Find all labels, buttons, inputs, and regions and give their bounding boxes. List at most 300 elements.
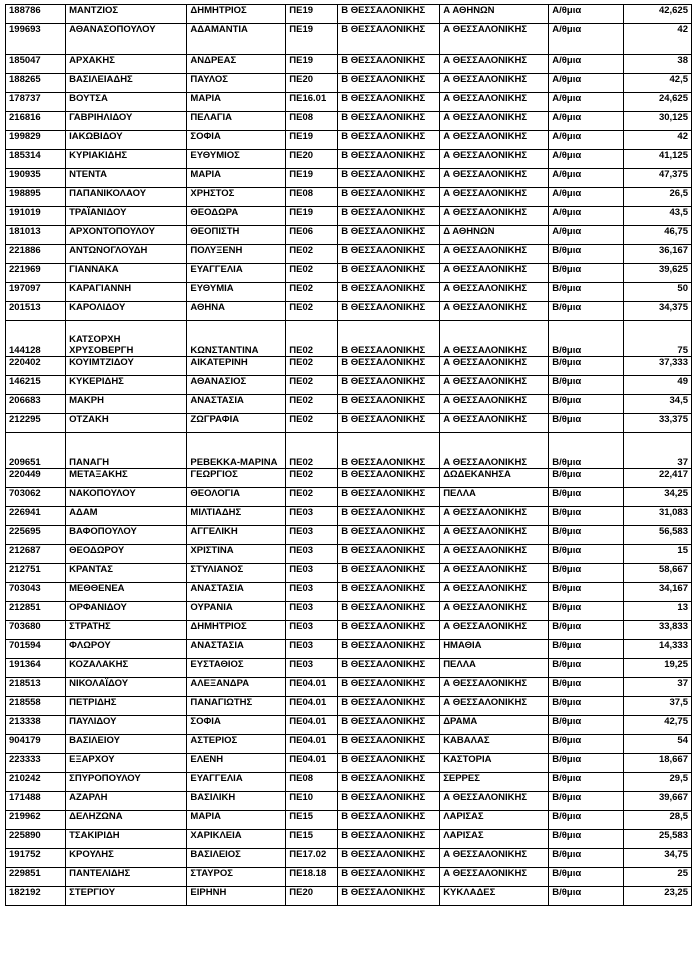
first-name-cell: ΣΤΥΛΙΑΝΟΣ bbox=[187, 564, 286, 583]
level-cell: Α/θμια bbox=[549, 24, 623, 55]
origin-district-cell: Β ΘΕΣΣΑΛΟΝΙΚΗΣ bbox=[338, 207, 440, 226]
surname-cell: ΒΟΥΤΣΑ bbox=[66, 93, 187, 112]
first-name-cell: ΕΥΘΥΜΙΑ bbox=[187, 283, 286, 302]
first-name-cell: ΜΑΡΙΑ bbox=[187, 811, 286, 830]
destination-district-cell: Α ΘΕΣΣΑΛΟΝΙΚΗΣ bbox=[440, 93, 549, 112]
first-name-cell: ΑΣΤΕΡΙΟΣ bbox=[187, 735, 286, 754]
specialty-cell: ΠΕ02 bbox=[286, 376, 338, 395]
origin-district-cell: Β ΘΕΣΣΑΛΟΝΙΚΗΣ bbox=[338, 735, 440, 754]
origin-district-cell: Β ΘΕΣΣΑΛΟΝΙΚΗΣ bbox=[338, 112, 440, 131]
destination-district-cell: Α ΘΕΣΣΑΛΟΝΙΚΗΣ bbox=[440, 583, 549, 602]
origin-district-cell: Β ΘΕΣΣΑΛΟΝΙΚΗΣ bbox=[338, 24, 440, 55]
first-name-cell: ΔΗΜΗΤΡΙΟΣ bbox=[187, 5, 286, 24]
level-cell: Β/θμια bbox=[549, 488, 623, 507]
registry-id-cell: 212687 bbox=[6, 545, 66, 564]
level-cell: Β/θμια bbox=[549, 659, 623, 678]
registry-id-cell: 212751 bbox=[6, 564, 66, 583]
origin-district-cell: Β ΘΕΣΣΑΛΟΝΙΚΗΣ bbox=[338, 5, 440, 24]
surname-cell: ΑΡΧΟΝΤΟΠΟΥΛΟΥ bbox=[66, 226, 187, 245]
specialty-cell: ΠΕ02 bbox=[286, 488, 338, 507]
specialty-cell: ΠΕ16.01 bbox=[286, 93, 338, 112]
table-row bbox=[6, 735, 692, 754]
surname-cell: ΠΑΠΑΝΙΚΟΛΑΟΥ bbox=[66, 188, 187, 207]
level-cell: Β/θμια bbox=[549, 414, 623, 433]
score-cell: 22,417 bbox=[623, 469, 691, 488]
first-name-cell: ΧΑΡΙΚΛΕΙΑ bbox=[187, 830, 286, 849]
surname-cell: ΜΕΘΘΕΝΕΑ bbox=[66, 583, 187, 602]
registry-id-cell: 191752 bbox=[6, 849, 66, 868]
score-cell: 38 bbox=[623, 55, 691, 74]
level-cell: Α/θμια bbox=[549, 150, 623, 169]
destination-district-cell: Α ΘΕΣΣΑΛΟΝΙΚΗΣ bbox=[440, 112, 549, 131]
first-name-cell: ΑΙΚΑΤΕΡΙΝΗ bbox=[187, 357, 286, 376]
registry-id-cell: 904179 bbox=[6, 735, 66, 754]
specialty-cell: ΠΕ17.02 bbox=[286, 849, 338, 868]
first-name-cell: ΒΑΣΙΛΙΚΗ bbox=[187, 792, 286, 811]
destination-district-cell: ΣΕΡΡΕΣ bbox=[440, 773, 549, 792]
surname-cell: ΣΤΡΑΤΗΣ bbox=[66, 621, 187, 640]
table-row bbox=[6, 321, 692, 357]
origin-district-cell: Β ΘΕΣΣΑΛΟΝΙΚΗΣ bbox=[338, 659, 440, 678]
registry-id-cell: 190935 bbox=[6, 169, 66, 188]
registry-id-cell: 225695 bbox=[6, 526, 66, 545]
surname-cell: ΑΔΑΜ bbox=[66, 507, 187, 526]
surname-cell: ΚΥΚΕΡΙΔΗΣ bbox=[66, 376, 187, 395]
registry-id-cell: 221969 bbox=[6, 264, 66, 283]
surname-cell: ΟΡΦΑΝΙΔΟΥ bbox=[66, 602, 187, 621]
table-row bbox=[6, 169, 692, 188]
score-cell: 37,5 bbox=[623, 697, 691, 716]
specialty-cell: ΠΕ02 bbox=[286, 264, 338, 283]
first-name-cell: ΣΤΑΥΡΟΣ bbox=[187, 868, 286, 887]
first-name-cell: ΑΝΑΣΤΑΣΙΑ bbox=[187, 583, 286, 602]
first-name-cell: ΑΝΑΣΤΑΣΙΑ bbox=[187, 395, 286, 414]
registry-id-cell: 210242 bbox=[6, 773, 66, 792]
origin-district-cell: Β ΘΕΣΣΑΛΟΝΙΚΗΣ bbox=[338, 226, 440, 245]
origin-district-cell: Β ΘΕΣΣΑΛΟΝΙΚΗΣ bbox=[338, 849, 440, 868]
table-row bbox=[6, 659, 692, 678]
table-row bbox=[6, 357, 692, 376]
registry-id-cell: 206683 bbox=[6, 395, 66, 414]
level-cell: Β/θμια bbox=[549, 469, 623, 488]
specialty-cell: ΠΕ02 bbox=[286, 395, 338, 414]
surname-cell: ΓΑΒΡΙΗΛΙΔΟΥ bbox=[66, 112, 187, 131]
score-cell: 34,375 bbox=[623, 302, 691, 321]
origin-district-cell: Β ΘΕΣΣΑΛΟΝΙΚΗΣ bbox=[338, 74, 440, 93]
destination-district-cell: Α ΘΕΣΣΑΛΟΝΙΚΗΣ bbox=[440, 621, 549, 640]
score-cell: 33,375 bbox=[623, 414, 691, 433]
level-cell: Β/θμια bbox=[549, 283, 623, 302]
registry-id-cell: 199693 bbox=[6, 24, 66, 55]
score-cell: 39,625 bbox=[623, 264, 691, 283]
first-name-cell: ΘΕΟΠΙΣΤΗ bbox=[187, 226, 286, 245]
registry-id-cell: 229851 bbox=[6, 868, 66, 887]
destination-district-cell: Α ΘΕΣΣΑΛΟΝΙΚΗΣ bbox=[440, 302, 549, 321]
level-cell: Β/θμια bbox=[549, 264, 623, 283]
first-name-cell: ΑΛΕΞΑΝΔΡΑ bbox=[187, 678, 286, 697]
first-name-cell: ΖΩΓΡΑΦΙΑ bbox=[187, 414, 286, 433]
transfer-list-table bbox=[5, 4, 692, 906]
level-cell: Α/θμια bbox=[549, 93, 623, 112]
specialty-cell: ΠΕ18.18 bbox=[286, 868, 338, 887]
first-name-cell: ΧΡΙΣΤΙΝΑ bbox=[187, 545, 286, 564]
score-cell: 33,833 bbox=[623, 621, 691, 640]
registry-id-cell: 182192 bbox=[6, 887, 66, 906]
registry-id-cell: 221886 bbox=[6, 245, 66, 264]
table-row bbox=[6, 302, 692, 321]
table-row bbox=[6, 830, 692, 849]
level-cell: Β/θμια bbox=[549, 583, 623, 602]
specialty-cell: ΠΕ04.01 bbox=[286, 735, 338, 754]
first-name-cell: ΑΘΗΝΑ bbox=[187, 302, 286, 321]
level-cell: Β/θμια bbox=[549, 868, 623, 887]
level-cell: Α/θμια bbox=[549, 112, 623, 131]
origin-district-cell: Β ΘΕΣΣΑΛΟΝΙΚΗΣ bbox=[338, 169, 440, 188]
surname-cell: ΑΝΤΩΝΟΓΛΟΥΔΗ bbox=[66, 245, 187, 264]
first-name-cell: ΜΑΡΙΑ bbox=[187, 169, 286, 188]
level-cell: Β/θμια bbox=[549, 376, 623, 395]
destination-district-cell: Α ΘΕΣΣΑΛΟΝΙΚΗΣ bbox=[440, 264, 549, 283]
specialty-cell: ΠΕ03 bbox=[286, 621, 338, 640]
specialty-cell: ΠΕ04.01 bbox=[286, 754, 338, 773]
origin-district-cell: Β ΘΕΣΣΑΛΟΝΙΚΗΣ bbox=[338, 321, 440, 357]
table-row bbox=[6, 602, 692, 621]
level-cell: Α/θμια bbox=[549, 131, 623, 150]
destination-district-cell: Α ΘΕΣΣΑΛΟΝΙΚΗΣ bbox=[440, 849, 549, 868]
first-name-cell: ΓΕΩΡΓΙΟΣ bbox=[187, 469, 286, 488]
surname-cell: ΝΤΕΝΤΑ bbox=[66, 169, 187, 188]
score-cell: 36,167 bbox=[623, 245, 691, 264]
table-row bbox=[6, 507, 692, 526]
destination-district-cell: Α ΘΕΣΣΑΛΟΝΙΚΗΣ bbox=[440, 507, 549, 526]
origin-district-cell: Β ΘΕΣΣΑΛΟΝΙΚΗΣ bbox=[338, 697, 440, 716]
score-cell: 41,125 bbox=[623, 150, 691, 169]
surname-cell: ΚΑΡΟΛΙΔΟΥ bbox=[66, 302, 187, 321]
first-name-cell: ΘΕΟΛΟΓΙΑ bbox=[187, 488, 286, 507]
origin-district-cell: Β ΘΕΣΣΑΛΟΝΙΚΗΣ bbox=[338, 583, 440, 602]
surname-cell: ΟΤΖΑΚΗ bbox=[66, 414, 187, 433]
origin-district-cell: Β ΘΕΣΣΑΛΟΝΙΚΗΣ bbox=[338, 188, 440, 207]
origin-district-cell: Β ΘΕΣΣΑΛΟΝΙΚΗΣ bbox=[338, 150, 440, 169]
table-row bbox=[6, 376, 692, 395]
first-name-cell: ΕΛΕΝΗ bbox=[187, 754, 286, 773]
surname-cell: ΤΣΑΚΙΡΙΔΗ bbox=[66, 830, 187, 849]
table-row bbox=[6, 811, 692, 830]
specialty-cell: ΠΕ15 bbox=[286, 830, 338, 849]
table-row bbox=[6, 93, 692, 112]
destination-district-cell: Α ΘΕΣΣΑΛΟΝΙΚΗΣ bbox=[440, 74, 549, 93]
first-name-cell: ΚΩΝΣΤΑΝΤΙΝΑ bbox=[187, 321, 286, 357]
origin-district-cell: Β ΘΕΣΣΑΛΟΝΙΚΗΣ bbox=[338, 602, 440, 621]
destination-district-cell: Α ΘΕΣΣΑΛΟΝΙΚΗΣ bbox=[440, 188, 549, 207]
surname-cell: ΒΑΦΟΠΟΥΛΟΥ bbox=[66, 526, 187, 545]
table-row bbox=[6, 55, 692, 74]
first-name-cell: ΜΑΡΙΑ bbox=[187, 93, 286, 112]
registry-id-cell: 191019 bbox=[6, 207, 66, 226]
first-name-cell: ΕΙΡΗΝΗ bbox=[187, 887, 286, 906]
level-cell: Β/θμια bbox=[549, 735, 623, 754]
specialty-cell: ΠΕ03 bbox=[286, 640, 338, 659]
registry-id-cell: 198895 bbox=[6, 188, 66, 207]
origin-district-cell: Β ΘΕΣΣΑΛΟΝΙΚΗΣ bbox=[338, 488, 440, 507]
surname-cell: ΠΑΥΛΙΔΟΥ bbox=[66, 716, 187, 735]
score-cell: 75 bbox=[623, 321, 691, 357]
destination-district-cell: Α ΘΕΣΣΑΛΟΝΙΚΗΣ bbox=[440, 433, 549, 469]
surname-cell: ΕΞΑΡΧΟΥ bbox=[66, 754, 187, 773]
score-cell: 46,75 bbox=[623, 226, 691, 245]
surname-cell: ΚΑΡΑΓΙΑΝΝΗ bbox=[66, 283, 187, 302]
registry-id-cell: 218513 bbox=[6, 678, 66, 697]
destination-district-cell: Α ΘΕΣΣΑΛΟΝΙΚΗΣ bbox=[440, 545, 549, 564]
level-cell: Β/θμια bbox=[549, 602, 623, 621]
score-cell: 34,25 bbox=[623, 488, 691, 507]
table-row bbox=[6, 849, 692, 868]
first-name-cell: ΔΗΜΗΤΡΙΟΣ bbox=[187, 621, 286, 640]
score-cell: 42 bbox=[623, 131, 691, 150]
score-cell: 58,667 bbox=[623, 564, 691, 583]
score-cell: 49 bbox=[623, 376, 691, 395]
origin-district-cell: Β ΘΕΣΣΑΛΟΝΙΚΗΣ bbox=[338, 507, 440, 526]
specialty-cell: ΠΕ15 bbox=[286, 811, 338, 830]
specialty-cell: ΠΕ19 bbox=[286, 207, 338, 226]
surname-cell: ΑΘΑΝΑΣΟΠΟΥΛΟΥ bbox=[66, 24, 187, 55]
destination-district-cell: ΚΑΒΑΛΑΣ bbox=[440, 735, 549, 754]
table-row bbox=[6, 112, 692, 131]
destination-district-cell: Α ΘΕΣΣΑΛΟΝΙΚΗΣ bbox=[440, 55, 549, 74]
first-name-cell: ΧΡΗΣΤΟΣ bbox=[187, 188, 286, 207]
surname-cell: ΝΑΚΟΠΟΥΛΟΥ bbox=[66, 488, 187, 507]
table-row bbox=[6, 74, 692, 93]
origin-district-cell: Β ΘΕΣΣΑΛΟΝΙΚΗΣ bbox=[338, 302, 440, 321]
specialty-cell: ΠΕ03 bbox=[286, 583, 338, 602]
registry-id-cell: 185047 bbox=[6, 55, 66, 74]
destination-district-cell: Α ΘΕΣΣΑΛΟΝΙΚΗΣ bbox=[440, 24, 549, 55]
destination-district-cell: Α ΘΕΣΣΑΛΟΝΙΚΗΣ bbox=[440, 150, 549, 169]
destination-district-cell: Α ΘΕΣΣΑΛΟΝΙΚΗΣ bbox=[440, 792, 549, 811]
origin-district-cell: Β ΘΕΣΣΑΛΟΝΙΚΗΣ bbox=[338, 395, 440, 414]
level-cell: Β/θμια bbox=[549, 526, 623, 545]
specialty-cell: ΠΕ02 bbox=[286, 357, 338, 376]
destination-district-cell: Α ΘΕΣΣΑΛΟΝΙΚΗΣ bbox=[440, 678, 549, 697]
registry-id-cell: 191364 bbox=[6, 659, 66, 678]
registry-id-cell: 213338 bbox=[6, 716, 66, 735]
destination-district-cell: Α ΘΕΣΣΑΛΟΝΙΚΗΣ bbox=[440, 868, 549, 887]
destination-district-cell: ΚΥΚΛΑΔΕΣ bbox=[440, 887, 549, 906]
surname-cell: ΓΙΑΝΝΑΚΑ bbox=[66, 264, 187, 283]
level-cell: Α/θμια bbox=[549, 188, 623, 207]
destination-district-cell: Α ΘΕΣΣΑΛΟΝΙΚΗΣ bbox=[440, 207, 549, 226]
first-name-cell: ΕΥΑΓΓΕΛΙΑ bbox=[187, 773, 286, 792]
table-row bbox=[6, 5, 692, 24]
origin-district-cell: Β ΘΕΣΣΑΛΟΝΙΚΗΣ bbox=[338, 640, 440, 659]
destination-district-cell: Α ΘΕΣΣΑΛΟΝΙΚΗΣ bbox=[440, 245, 549, 264]
score-cell: 29,5 bbox=[623, 773, 691, 792]
origin-district-cell: Β ΘΕΣΣΑΛΟΝΙΚΗΣ bbox=[338, 93, 440, 112]
score-cell: 31,083 bbox=[623, 507, 691, 526]
destination-district-cell: ΛΑΡΙΣΑΣ bbox=[440, 811, 549, 830]
first-name-cell: ΠΑΝΑΓΙΩΤΗΣ bbox=[187, 697, 286, 716]
table-row bbox=[6, 621, 692, 640]
surname-cell: ΜΕΤΑΞΑΚΗΣ bbox=[66, 469, 187, 488]
surname-cell: ΠΑΝΑΓΗ bbox=[66, 433, 187, 469]
surname-cell: ΦΛΩΡΟΥ bbox=[66, 640, 187, 659]
level-cell: Β/θμια bbox=[549, 830, 623, 849]
destination-district-cell: Α ΘΕΣΣΑΛΟΝΙΚΗΣ bbox=[440, 169, 549, 188]
score-cell: 50 bbox=[623, 283, 691, 302]
level-cell: Β/θμια bbox=[549, 321, 623, 357]
level-cell: Α/θμια bbox=[549, 226, 623, 245]
score-cell: 42,625 bbox=[623, 5, 691, 24]
level-cell: Β/θμια bbox=[549, 357, 623, 376]
level-cell: Α/θμια bbox=[549, 5, 623, 24]
level-cell: Α/θμια bbox=[549, 169, 623, 188]
table-row bbox=[6, 526, 692, 545]
origin-district-cell: Β ΘΕΣΣΑΛΟΝΙΚΗΣ bbox=[338, 773, 440, 792]
table-row bbox=[6, 469, 692, 488]
origin-district-cell: Β ΘΕΣΣΑΛΟΝΙΚΗΣ bbox=[338, 564, 440, 583]
table-row bbox=[6, 640, 692, 659]
origin-district-cell: Β ΘΕΣΣΑΛΟΝΙΚΗΣ bbox=[338, 414, 440, 433]
destination-district-cell: Α ΘΕΣΣΑΛΟΝΙΚΗΣ bbox=[440, 321, 549, 357]
table-row bbox=[6, 887, 692, 906]
specialty-cell: ΠΕ04.01 bbox=[286, 697, 338, 716]
origin-district-cell: Β ΘΕΣΣΑΛΟΝΙΚΗΣ bbox=[338, 55, 440, 74]
level-cell: Α/θμια bbox=[549, 74, 623, 93]
registry-id-cell: 225890 bbox=[6, 830, 66, 849]
level-cell: Β/θμια bbox=[549, 678, 623, 697]
level-cell: Β/θμια bbox=[549, 545, 623, 564]
first-name-cell: ΟΥΡΑΝΙΑ bbox=[187, 602, 286, 621]
score-cell: 19,25 bbox=[623, 659, 691, 678]
destination-district-cell: Α ΘΕΣΣΑΛΟΝΙΚΗΣ bbox=[440, 564, 549, 583]
origin-district-cell: Β ΘΕΣΣΑΛΟΝΙΚΗΣ bbox=[338, 545, 440, 564]
origin-district-cell: Β ΘΕΣΣΑΛΟΝΙΚΗΣ bbox=[338, 868, 440, 887]
level-cell: Β/θμια bbox=[549, 792, 623, 811]
level-cell: Β/θμια bbox=[549, 245, 623, 264]
registry-id-cell: 223333 bbox=[6, 754, 66, 773]
table-row bbox=[6, 150, 692, 169]
surname-cell: ΣΠΥΡΟΠΟΥΛΟΥ bbox=[66, 773, 187, 792]
registry-id-cell: 188265 bbox=[6, 74, 66, 93]
registry-id-cell: 178737 bbox=[6, 93, 66, 112]
surname-cell: ΜΑΚΡΗ bbox=[66, 395, 187, 414]
table-body bbox=[6, 5, 692, 906]
surname-cell: ΜΑΝΤΖΙΟΣ bbox=[66, 5, 187, 24]
registry-id-cell: 219962 bbox=[6, 811, 66, 830]
registry-id-cell: 144128 bbox=[6, 321, 66, 357]
destination-district-cell: ΠΕΛΛΑ bbox=[440, 488, 549, 507]
table-row bbox=[6, 488, 692, 507]
specialty-cell: ΠΕ03 bbox=[286, 507, 338, 526]
first-name-cell: ΑΘΑΝΑΣΙΟΣ bbox=[187, 376, 286, 395]
level-cell: Β/θμια bbox=[549, 395, 623, 414]
score-cell: 34,167 bbox=[623, 583, 691, 602]
table-row bbox=[6, 414, 692, 433]
score-cell: 26,5 bbox=[623, 188, 691, 207]
table-row bbox=[6, 188, 692, 207]
origin-district-cell: Β ΘΕΣΣΑΛΟΝΙΚΗΣ bbox=[338, 357, 440, 376]
specialty-cell: ΠΕ02 bbox=[286, 414, 338, 433]
specialty-cell: ΠΕ02 bbox=[286, 321, 338, 357]
specialty-cell: ΠΕ08 bbox=[286, 773, 338, 792]
destination-district-cell: ΛΑΡΙΣΑΣ bbox=[440, 830, 549, 849]
destination-district-cell: Α ΘΕΣΣΑΛΟΝΙΚΗΣ bbox=[440, 602, 549, 621]
origin-district-cell: Β ΘΕΣΣΑΛΟΝΙΚΗΣ bbox=[338, 716, 440, 735]
score-cell: 18,667 bbox=[623, 754, 691, 773]
surname-cell: ΚΡΑΝΤΑΣ bbox=[66, 564, 187, 583]
score-cell: 23,25 bbox=[623, 887, 691, 906]
table-row bbox=[6, 283, 692, 302]
first-name-cell: ΠΟΛΥΞΕΝΗ bbox=[187, 245, 286, 264]
specialty-cell: ΠΕ03 bbox=[286, 564, 338, 583]
first-name-cell: ΕΥΘΥΜΙΟΣ bbox=[187, 150, 286, 169]
first-name-cell: ΒΑΣΙΛΕΙΟΣ bbox=[187, 849, 286, 868]
table-row bbox=[6, 697, 692, 716]
specialty-cell: ΠΕ03 bbox=[286, 659, 338, 678]
surname-cell: ΚΟΥΙΜΤΖΙΔΟΥ bbox=[66, 357, 187, 376]
registry-id-cell: 212295 bbox=[6, 414, 66, 433]
registry-id-cell: 216816 bbox=[6, 112, 66, 131]
table-row bbox=[6, 792, 692, 811]
first-name-cell: ΜΙΛΤΙΑΔΗΣ bbox=[187, 507, 286, 526]
score-cell: 34,5 bbox=[623, 395, 691, 414]
table-row bbox=[6, 583, 692, 602]
specialty-cell: ΠΕ20 bbox=[286, 74, 338, 93]
score-cell: 25,583 bbox=[623, 830, 691, 849]
score-cell: 24,625 bbox=[623, 93, 691, 112]
level-cell: Β/θμια bbox=[549, 621, 623, 640]
level-cell: Β/θμια bbox=[549, 754, 623, 773]
specialty-cell: ΠΕ20 bbox=[286, 150, 338, 169]
destination-district-cell: Δ ΑΘΗΝΩΝ bbox=[440, 226, 549, 245]
registry-id-cell: 212851 bbox=[6, 602, 66, 621]
origin-district-cell: Β ΘΕΣΣΑΛΟΝΙΚΗΣ bbox=[338, 469, 440, 488]
registry-id-cell: 220449 bbox=[6, 469, 66, 488]
table-row bbox=[6, 564, 692, 583]
destination-district-cell: ΠΕΛΛΑ bbox=[440, 659, 549, 678]
first-name-cell: ΑΔΑΜΑΝΤΙΑ bbox=[187, 24, 286, 55]
destination-district-cell: Α ΘΕΣΣΑΛΟΝΙΚΗΣ bbox=[440, 283, 549, 302]
origin-district-cell: Β ΘΕΣΣΑΛΟΝΙΚΗΣ bbox=[338, 283, 440, 302]
level-cell: Β/θμια bbox=[549, 507, 623, 526]
table-row bbox=[6, 773, 692, 792]
score-cell: 54 bbox=[623, 735, 691, 754]
score-cell: 42 bbox=[623, 24, 691, 55]
destination-district-cell: Α ΘΕΣΣΑΛΟΝΙΚΗΣ bbox=[440, 131, 549, 150]
destination-district-cell: Α ΘΕΣΣΑΛΟΝΙΚΗΣ bbox=[440, 697, 549, 716]
level-cell: Β/θμια bbox=[549, 849, 623, 868]
score-cell: 56,583 bbox=[623, 526, 691, 545]
origin-district-cell: Β ΘΕΣΣΑΛΟΝΙΚΗΣ bbox=[338, 811, 440, 830]
specialty-cell: ΠΕ10 bbox=[286, 792, 338, 811]
score-cell: 13 bbox=[623, 602, 691, 621]
origin-district-cell: Β ΘΕΣΣΑΛΟΝΙΚΗΣ bbox=[338, 792, 440, 811]
table-row bbox=[6, 716, 692, 735]
origin-district-cell: Β ΘΕΣΣΑΛΟΝΙΚΗΣ bbox=[338, 376, 440, 395]
registry-id-cell: 703680 bbox=[6, 621, 66, 640]
table-row bbox=[6, 264, 692, 283]
specialty-cell: ΠΕ02 bbox=[286, 302, 338, 321]
specialty-cell: ΠΕ02 bbox=[286, 469, 338, 488]
first-name-cell: ΣΟΦΙΑ bbox=[187, 131, 286, 150]
registry-id-cell: 218558 bbox=[6, 697, 66, 716]
table-row bbox=[6, 545, 692, 564]
first-name-cell: ΡΕΒΕΚΚΑ-ΜΑΡΙΝΑ bbox=[187, 433, 286, 469]
surname-cell: ΠΑΝΤΕΛΙΔΗΣ bbox=[66, 868, 187, 887]
surname-cell: ΘΕΟΔΩΡΟΥ bbox=[66, 545, 187, 564]
level-cell: Α/θμια bbox=[549, 207, 623, 226]
score-cell: 34,75 bbox=[623, 849, 691, 868]
